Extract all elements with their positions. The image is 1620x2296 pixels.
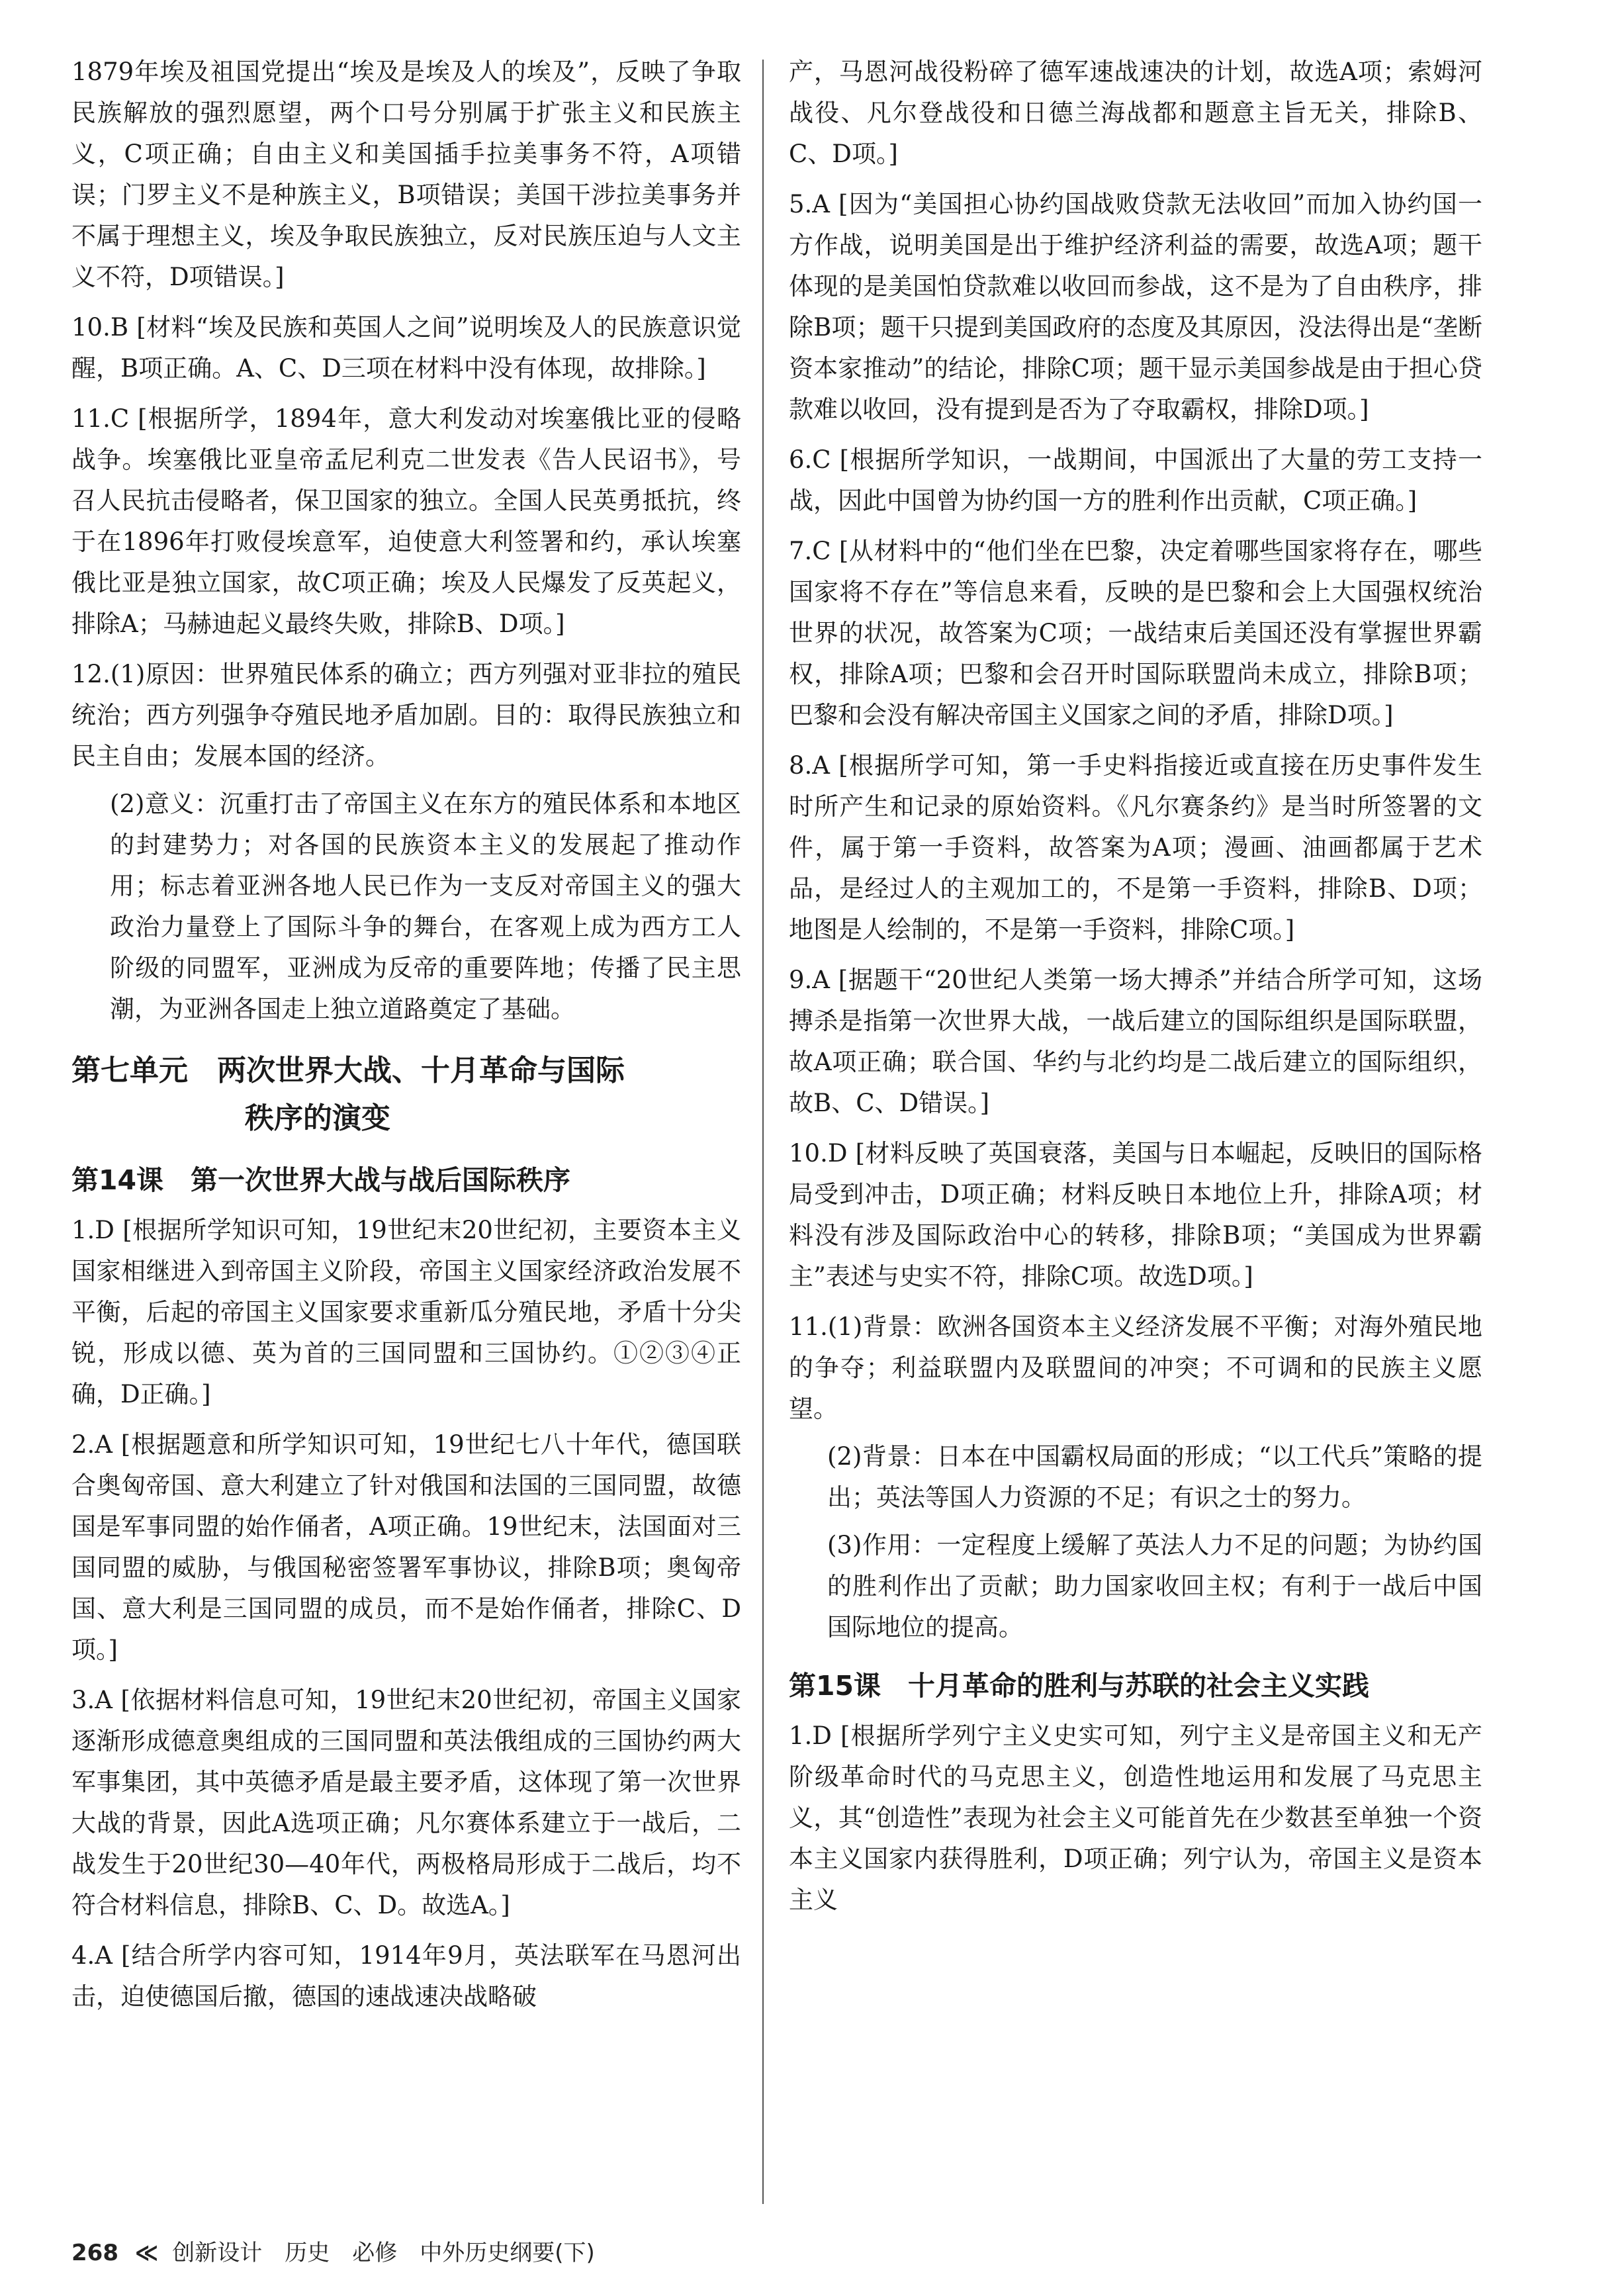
answer-10: 10.B [材料“埃及民族和英国人之间”说明埃及人的民族意识觉醒，B项正确。A、C、D三项在材料中没有体现，故排除。]	[71, 313, 741, 383]
page-number: 268	[71, 2240, 118, 2266]
lesson-14-answer-4: 4.A [结合所学内容可知，1914年9月，英法联军在马恩河出击，迫使德国后撤，德国的速战速决战略破	[71, 1941, 741, 2011]
double-chevron-left-icon: ≪	[134, 2240, 159, 2266]
answer-continuation: 1879年埃及祖国党提出“埃及是埃及人的埃及”，反映了争取民族解放的强烈愿望，两个口号分别属于扩张主义和民族主义，C项正确；自由主义和美国插手拉美事务不符，A项错误；门罗主义不是种族主义，B项错误；美国干涉拉美事务并不属于理想主义，埃及争取民族独立，反对民族压迫与人文主义不符，D项错误。]	[71, 58, 741, 291]
left-column	[71, 52, 741, 2027]
answer-12-part-1: 12.(1)原因：世界殖民体系的确立；西方列强对亚非拉的殖民统治；西方列强争夺殖民地矛盾加剧。目的：取得民族独立和民主自由；发展本国的经济。	[71, 660, 741, 770]
lesson-14-answer-2: 2.A [根据题意和所学知识可知，19世纪七八十年代，德国联合奥匈帝国、意大利建立了针对俄国和法国的三国同盟，故德国是军事同盟的始作俑者，A项正确。19世纪末，法国面对三国同盟的威胁，与俄国秘密签署军事协议，排除B项；奥匈帝国、意大利是三国同盟的成员，而不是始作俑者，排除C、D项。]	[71, 1430, 741, 1664]
column-divider	[762, 60, 764, 2204]
lesson-14-answer-7: 7.C [从材料中的“他们坐在巴黎，决定着哪些国家将存在，哪些国家将不存在”等信息来看，反映的是巴黎和会上大国强权统治世界的状况，故答案为C项；一战结束后美国还没有掌握世界霸权，排除A项；巴黎和会召开时国际联盟尚未成立，排除B项；巴黎和会没有解决帝国主义国家之间的矛盾，排除D项。]	[789, 537, 1482, 729]
right-column	[789, 52, 1482, 1930]
lesson-14-answer-1: 1.D [根据所学知识可知，19世纪末20世纪初，主要资本主义国家相继进入到帝国主义阶段，帝国主义国家经济政治发展不平衡，后起的帝国主义国家要求重新瓜分殖民地，矛盾十分尖锐，形成以德、英为首的三国同盟和三国协约。①②③④正确，D正确。]	[71, 1216, 741, 1408]
lesson-14-answer-11-part-3: (3)作用：一定程度上缓解了英法人力不足的问题；为协约国的胜利作出了贡献；助力国家收回主权；有利于一战后中国国际地位的提高。	[827, 1531, 1482, 1641]
lesson-15-answer-1: 1.D [根据所学列宁主义史实可知，列宁主义是帝国主义和无产阶级革命时代的马克思主义，创造性地运用和发展了马克思主义，其“创造性”表现为社会主义可能首先在少数甚至单独一个资本主义国家内获得胜利，D项正确；列宁认为，帝国主义是资本主义	[789, 1722, 1482, 1914]
answer-12-part-2: (2)意义：沉重打击了帝国主义在东方的殖民体系和本地区的封建势力；对各国的民族资本主义的发展起了推动作用；标志着亚洲各地人民已作为一支反对帝国主义的强大政治力量登上了国际斗争的舞台，在客观上成为西方工人阶级的同盟军，亚洲成为反帝的重要阵地；传播了民主思潮，为亚洲各国走上独立道路奠定了基础。	[110, 790, 741, 1023]
lesson-14-title: 第14课 第一次世界大战与战后国际秩序	[71, 1164, 571, 1196]
footer-book-title: 创新设计 历史 必修 中外历史纲要(下)	[172, 2240, 595, 2266]
lesson-14-answer-8: 8.A [根据所学可知，第一手史料指接近或直接在历史事件发生时所产生和记录的原始资料。《凡尔赛条约》是当时所签署的文件，属于第一手资料，故答案为A项；漫画、油画都属于艺术品，是经过人的主观加工的，不是第一手资料，排除B、D项；地图是人绘制的，不是第一手资料，排除C项。]	[789, 751, 1482, 944]
lesson-14-answer-11-part-1: 11.(1)背景：欧洲各国资本主义经济发展不平衡；对海外殖民地的争夺；利益联盟内及联盟间的冲突；不可调和的民族主义愿望。	[789, 1312, 1482, 1423]
page-footer	[71, 2234, 595, 2267]
lesson-15-title: 第15课 十月革命的胜利与苏联的社会主义实践	[789, 1670, 1370, 1702]
answer-11: 11.C [根据所学，1894年，意大利发动对埃塞俄比亚的侵略战争。埃塞俄比亚皇帝孟尼利克二世发表《告人民诏书》，号召人民抗击侵略者，保卫国家的独立。全国人民英勇抵抗，终于在1896年打败侵埃意军，迫使意大利签署和约，承认埃塞俄比亚是独立国家，故C项正确；埃及人民爆发了反英起义，排除A；马赫迪起义最终失败，排除B、D项。]	[71, 404, 741, 638]
lesson-14-answer-10: 10.D [材料反映了英国衰落，美国与日本崛起，反映旧的国际格局受到冲击，D项正确；材料反映日本地位上升，排除A项；材料没有涉及国际政治中心的转移，排除B项；“美国成为世界霸主”表述与史实不符，排除C项。故选D项。]	[789, 1139, 1482, 1291]
lesson-14-answer-11-part-2: (2)背景：日本在中国霸权局面的形成；“以工代兵”策略的提出；英法等国人力资源的不足；有识之士的努力。	[827, 1442, 1482, 1512]
lesson-14-answer-3: 3.A [依据材料信息可知，19世纪末20世纪初，帝国主义国家逐渐形成德意奥组成的三国同盟和英法俄组成的三国协约两大军事集团，其中英德矛盾是最主要矛盾，这体现了第一次世界大战的背景，因此A选项正确；凡尔赛体系建立于一战后，二战发生于20世纪30—40年代，两极格局形成于二战后，均不符合材料信息，排除B、C、D。故选A。]	[71, 1686, 741, 1919]
unit-title	[71, 1047, 741, 1142]
lesson-14-answer-9: 9.A [据题干“20世纪人类第一场大搏杀”并结合所学可知，这场搏杀是指第一次世界大战，一战后建立的国际组织是国际联盟，故A项正确；联合国、华约与北约均是二战后建立的国际组织，故B、C、D错误。]	[789, 966, 1482, 1117]
lesson-14-answer-6: 6.C [根据所学知识，一战期间，中国派出了大量的劳工支持一战，因此中国曾为协约国一方的胜利作出贡献，C项正确。]	[789, 445, 1482, 515]
answer-4-continuation: 产，马恩河战役粉碎了德军速战速决的计划，故选A项；索姆河战役、凡尔登战役和日德兰海战都和题意主旨无关，排除B、C、D项。]	[789, 58, 1482, 168]
unit-title-line-2: 秩序的演变	[245, 1101, 390, 1135]
lesson-14-answer-5: 5.A [因为“美国担心协约国战败贷款无法收回”而加入协约国一方作战，说明美国是出于维护经济利益的需要，故选A项；题干体现的是美国怕贷款难以收回而参战，这不是为了自由秩序，排除B项；题干只提到美国政府的态度及其原因，没法得出是“垄断资本家推动”的结论，排除C项；题干显示美国参战是由于担心贷款难以收回，没有提到是否为了夺取霸权，排除D项。]	[789, 190, 1482, 424]
unit-title-line-1: 第七单元 两次世界大战、十月革命与国际	[71, 1054, 625, 1087]
